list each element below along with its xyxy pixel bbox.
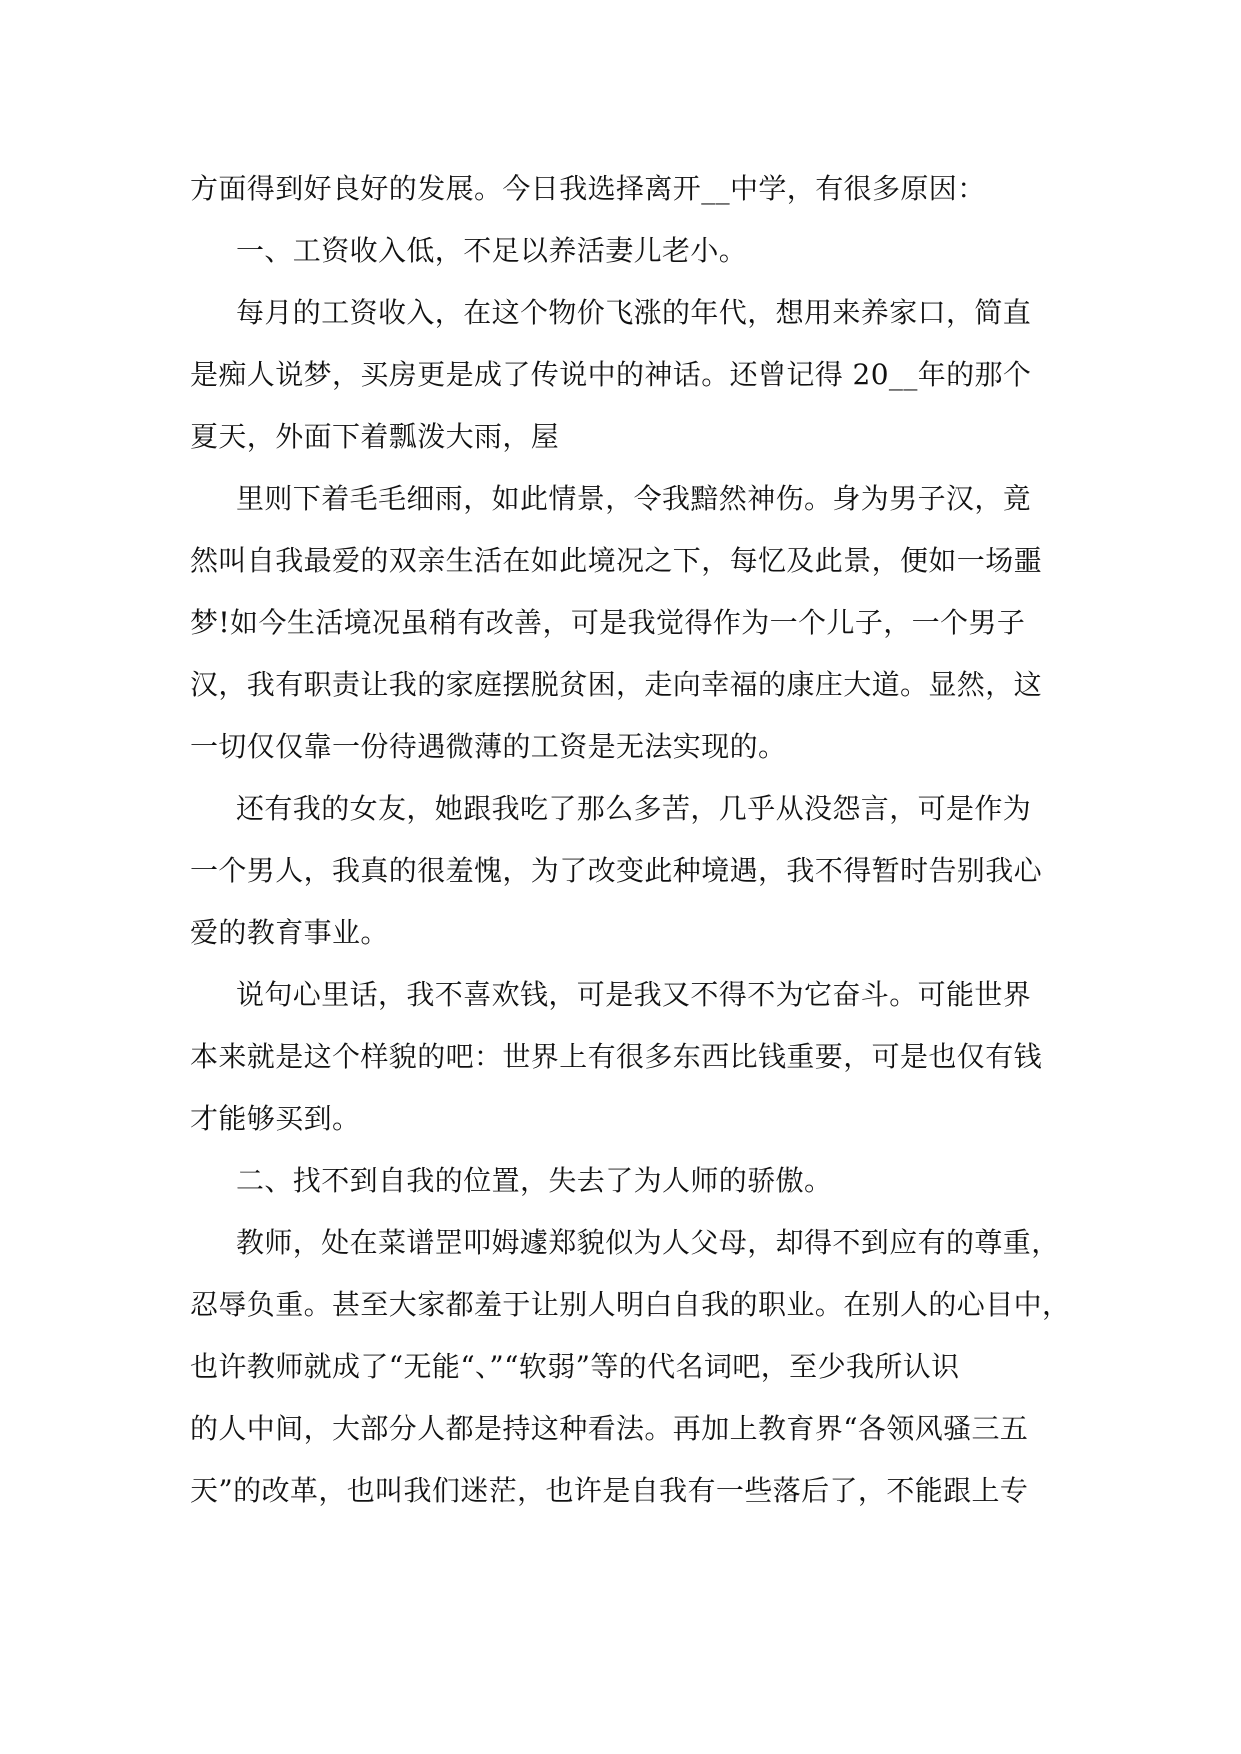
text-line: 一个男人，我真的很羞愧，为了改变此种境遇，我不得暂时告别我心 — [190, 854, 1043, 887]
text-line: 然叫自我最爱的双亲生活在如此境况之下，每忆及此景，便如一场噩 — [190, 544, 1043, 577]
text-line: 也许教师就成了“无能“、”“软弱”等的代名词吧，至少我所认识 — [190, 1350, 960, 1383]
text-line: 说句心里话，我不喜欢钱，可是我又不得不为它奋斗。可能世界 — [236, 978, 1032, 1011]
section-heading: 二、找不到自我的位置，失去了为人师的骄傲。 — [236, 1164, 833, 1197]
text-line: 是痴人说梦，买房更是成了传说中的神话。还曾记得 20__年的那个 — [190, 358, 1032, 391]
section-heading: 一、工资收入低，不足以养活妻儿老小。 — [236, 234, 748, 267]
text-line: 方面得到好良好的发展。今日我选择离开__中学，有很多原因： — [190, 172, 986, 205]
text-line: 天”的改革，也叫我们迷茫，也许是自我有一些落后了，不能跟上专 — [190, 1474, 1029, 1507]
text-line: 里则下着毛毛细雨，如此情景，令我黯然神伤。身为男子汉，竟 — [236, 482, 1032, 515]
text-line: 汉，我有职责让我的家庭摆脱贫困，走向幸福的康庄大道。显然，这 — [190, 668, 1043, 701]
text-line: 还有我的女友，她跟我吃了那么多苦，几乎从没怨言，可是作为 — [236, 792, 1032, 825]
text-line: 才能够买到。 — [190, 1102, 361, 1135]
text-line: 的人中间，大部分人都是持这种看法。再加上教育界“各领风骚三五 — [190, 1412, 1029, 1445]
text-line: 教师，处在菜谱罡叩姆遽郑貌似为人父母，却得不到应有的尊重， — [236, 1226, 1060, 1259]
text-line: 忍辱负重。甚至大家都羞于让别人明白自我的职业。在别人的心目中， — [190, 1288, 1071, 1321]
text-line: 一切仅仅靠一份待遇微薄的工资是无法实现的。 — [190, 730, 787, 763]
text-line: 梦!如今生活境况虽稍有改善，可是我觉得作为一个儿子，一个男子 — [190, 606, 1026, 639]
text-line: 爱的教育事业。 — [190, 916, 389, 949]
text-line: 夏天，外面下着瓢泼大雨，屋 — [190, 420, 560, 453]
document-body — [190, 158, 1071, 1522]
text-line: 每月的工资收入，在这个物价飞涨的年代，想用来养家口，简直 — [236, 296, 1032, 329]
text-line: 本来就是这个样貌的吧：世界上有很多东西比钱重要，可是也仅有钱 — [190, 1040, 1043, 1073]
